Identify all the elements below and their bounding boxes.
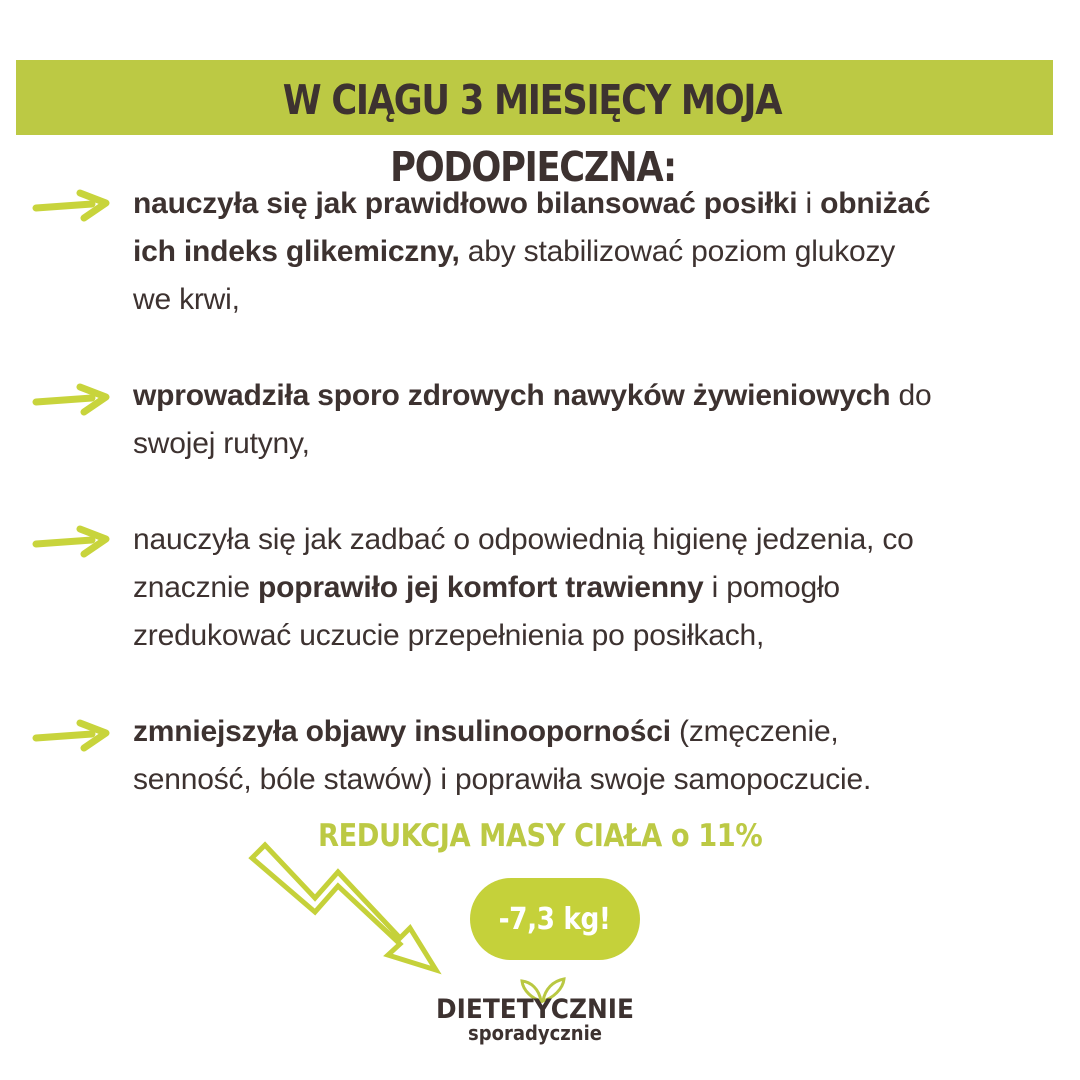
brand-logo: [425, 975, 645, 1050]
downward-trend-arrow-icon: [248, 840, 443, 975]
logo-sub-text: sporadycznie: [468, 1021, 602, 1045]
right-arrow-icon: [32, 382, 110, 416]
item-line: zmniejszyła objawy insulinooporności (zmęczenie,: [133, 715, 839, 748]
logo-main-text: DIETETYCZNIE: [435, 994, 635, 1025]
item-line: zredukować uczucie przepełnienia po posiłkach,: [133, 619, 765, 652]
list-item: [133, 516, 1063, 660]
item-line: nauczyła się jak zadbać o odpowiednią higienę jedzenia, co: [133, 523, 914, 556]
list-item: [133, 180, 1063, 324]
item-line: swojej rutyny,: [133, 427, 310, 460]
weight-loss-badge: [470, 878, 640, 960]
item-line: senność, bóle stawów) i poprawiła swoje samopoczucie.: [133, 763, 872, 796]
weight-loss-value: -7,3 kg!: [499, 901, 611, 937]
list-item: [133, 372, 1063, 468]
page-title-line2: PODOPIECZNA:: [390, 143, 676, 191]
item-line: znacznie poprawiło jej komfort trawienny i pomogło: [133, 571, 840, 604]
item-line: wprowadziła sporo zdrowych nawyków żywieniowych do: [133, 379, 932, 412]
right-arrow-icon: [32, 188, 110, 222]
right-arrow-icon: [32, 524, 110, 558]
item-line: nauczyła się jak prawidłowo bilansować posiłki i obniżać: [133, 187, 931, 220]
right-arrow-icon: [32, 718, 110, 752]
item-line: we krwi,: [133, 283, 240, 316]
page-title-line1: W CIĄGU 3 MIESIĘCY MOJA: [282, 76, 782, 124]
weight-reduction-label: REDUKCJA MASY CIAŁA o 11%: [318, 818, 763, 854]
item-line: ich indeks glikemiczny, aby stabilizować poziom glukozy: [133, 235, 896, 268]
list-item: [133, 708, 1063, 804]
